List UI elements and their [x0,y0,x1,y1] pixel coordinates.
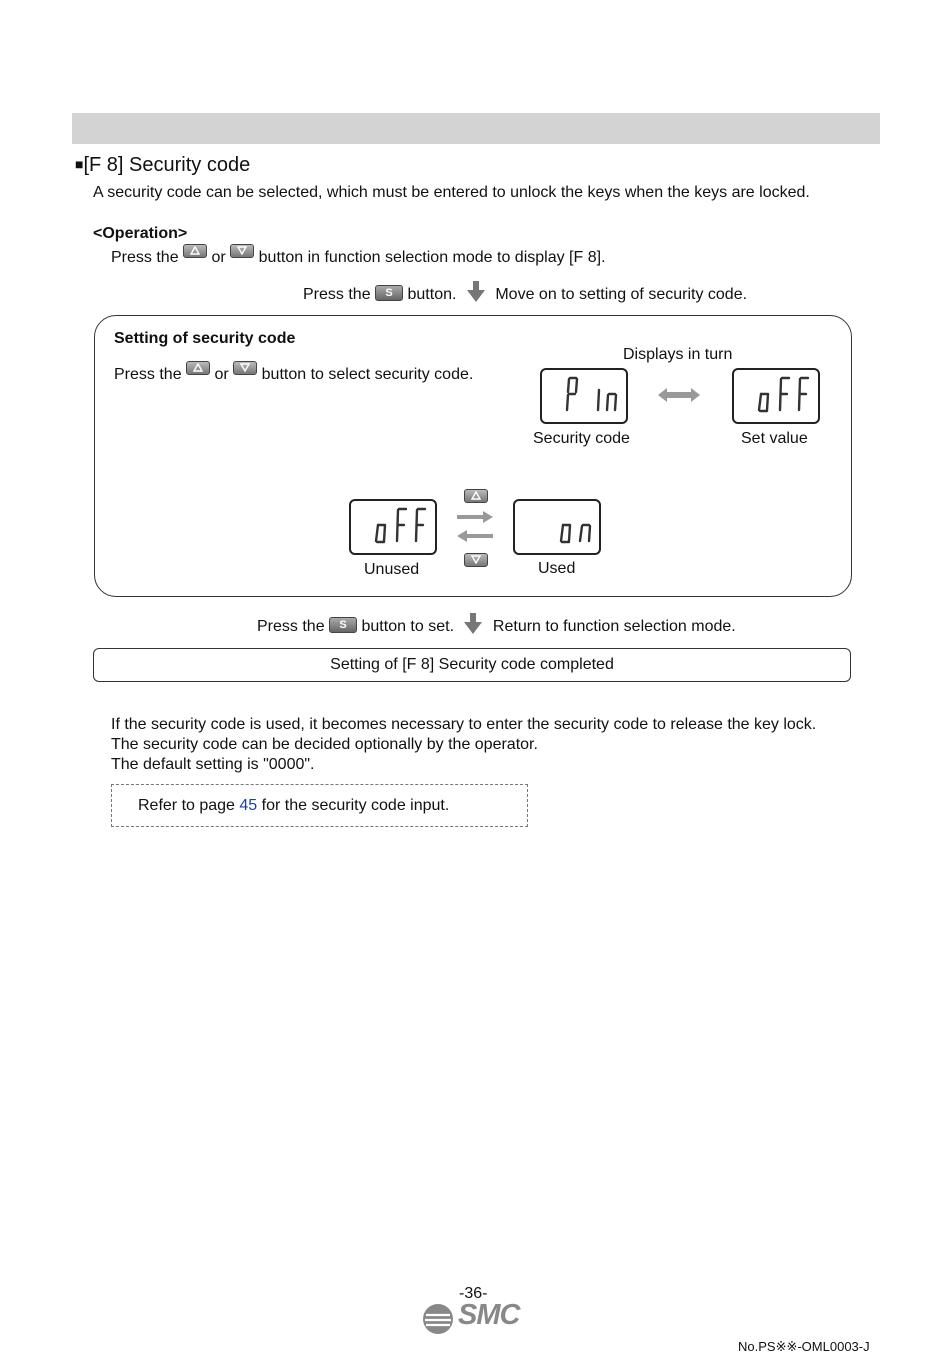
text-press-the: Press the [114,366,182,383]
section-title: [F 8] Security code [83,154,251,176]
down-button-icon [464,553,488,567]
panel-instruction [114,361,473,384]
panel-title: Setting of security code [114,330,296,347]
set-step [257,613,736,640]
down-button-icon [233,361,257,375]
displays-in-turn-label: Displays in turn [623,346,733,363]
lcd-segments-off [734,370,818,422]
lcd-segments-off-unused [351,501,435,553]
text-press-the: Press the [111,249,179,266]
lcd-set-value [732,368,820,424]
up-button-icon [186,361,210,375]
completed-banner: Setting of [F 8] Security code completed [93,648,851,682]
text-press-the: Press the [257,618,325,635]
up-button-icon [183,244,207,258]
lcd-security-code [540,368,628,424]
reference-text [138,797,449,815]
up-button-icon [464,489,488,503]
reference-post: for the security code input. [261,797,450,814]
lcd-segments-on [515,501,599,553]
down-arrow-icon [467,281,485,308]
section-description: A security code can be selected, which must be entered to unlock the keys when the keys are locked. [93,184,810,201]
text-or: or [214,366,229,383]
s-button-icon: S [329,617,357,633]
down-button-icon [230,244,254,258]
right-arrow-icon [457,511,493,523]
text-button-to-set: button to set. [361,618,455,635]
lcd-unused [349,499,437,555]
doc-number: No.PS※※-OML0003-J [738,1339,870,1354]
text-line1-post: button in function selection mode to display [F 8]. [258,249,606,266]
text-return: Return to function selection mode. [492,618,736,635]
text-instr-post: button to select security code. [261,366,474,383]
text-press-the: Press the [303,286,371,303]
note-2: The security code can be decided optionally by the operator. [111,736,538,753]
reference-page-link[interactable]: 45 [239,797,258,814]
reference-pre: Refer to page [138,797,235,814]
smc-logo-text: SMC [458,1299,520,1331]
smc-logo [422,1299,528,1336]
lcd-segments-pin [542,370,626,422]
s-button-icon: S [375,285,403,301]
note-3: The default setting is "0000". [111,756,315,773]
label-used: Used [538,560,576,577]
lcd-used [513,499,601,555]
smc-logo-icon [422,1303,456,1335]
text-or: or [211,249,226,266]
operation-line-1 [111,244,606,267]
header-bar [72,113,880,144]
operation-heading: <Operation> [93,225,188,242]
page-number: -36- [459,1285,488,1302]
operation-step-1 [303,281,747,308]
label-unused: Unused [364,561,420,578]
bullet-square: ■ [75,156,84,172]
label-security-code: Security code [533,430,630,447]
setting-panel [94,315,852,597]
double-arrow-icon [658,388,700,402]
section-heading [75,154,250,177]
text-move-on: Move on to setting of security code. [495,286,748,303]
reference-box [111,784,528,827]
label-set-value: Set value [741,430,808,447]
left-arrow-icon [457,530,493,542]
text-button: button. [407,286,457,303]
down-arrow-icon [464,613,482,640]
note-1: If the security code is used, it becomes necessary to enter the security code to release the key lock. [111,716,817,733]
